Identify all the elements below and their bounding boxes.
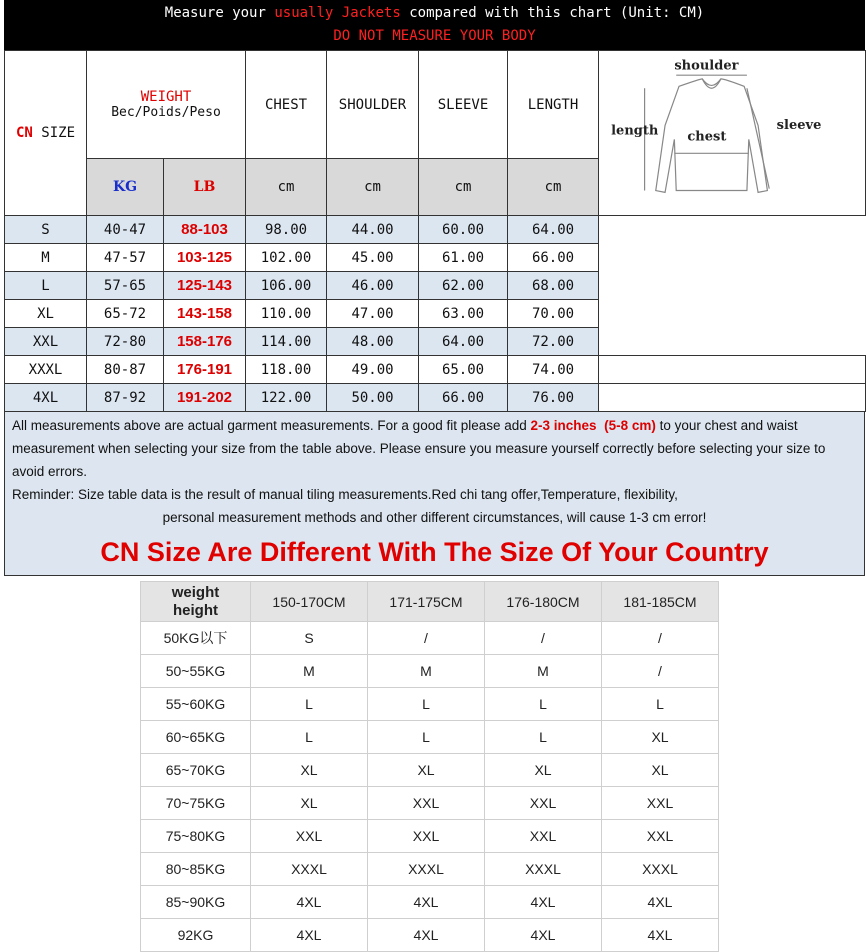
corner-header: weight height	[141, 582, 251, 622]
cell-kg: 87-92	[87, 384, 164, 412]
size-cell: XXXL	[251, 853, 368, 886]
cell-size: 4XL	[5, 384, 87, 412]
height-header: 181-185CM	[602, 582, 719, 622]
cell-kg: 47-57	[87, 244, 164, 272]
cell-lb: 103-125	[164, 244, 246, 272]
cell-chest: 114.00	[246, 328, 327, 356]
size-row	[5, 328, 866, 356]
unit-cm: cm	[419, 159, 508, 216]
cell-lb: 125-143	[164, 272, 246, 300]
cell-chest: 110.00	[246, 300, 327, 328]
size-cell: 4XL	[251, 919, 368, 952]
cell-chest: 118.00	[246, 356, 327, 384]
recommend-row	[141, 787, 719, 820]
cell-chest: 102.00	[246, 244, 327, 272]
recommend-row	[141, 919, 719, 952]
size-cell: XXL	[602, 820, 719, 853]
banner-line-2: DO NOT MEASURE YOUR BODY	[333, 28, 536, 44]
size-cell: M	[485, 655, 602, 688]
cell-kg: 72-80	[87, 328, 164, 356]
cell-kg: 40-47	[87, 216, 164, 244]
length-header: LENGTH	[508, 51, 599, 159]
size-row	[5, 244, 866, 272]
size-table	[4, 50, 866, 412]
recommend-row	[141, 853, 719, 886]
size-row	[5, 300, 866, 328]
size-cell: L	[368, 688, 485, 721]
cell-length: 76.00	[508, 384, 599, 412]
weight-cell: 92KG	[141, 919, 251, 952]
cell-sleeve: 60.00	[419, 216, 508, 244]
cell-length: 72.00	[508, 328, 599, 356]
size-cell: 4XL	[485, 919, 602, 952]
size-cell: L	[368, 721, 485, 754]
size-cell: L	[485, 688, 602, 721]
size-cell: /	[485, 622, 602, 655]
unit-cm: cm	[246, 159, 327, 216]
cell-shoulder: 49.00	[327, 356, 419, 384]
cell-sleeve: 66.00	[419, 384, 508, 412]
recommend-row	[141, 688, 719, 721]
garment-diagram	[599, 51, 866, 216]
cell-sleeve: 61.00	[419, 244, 508, 272]
cell-shoulder: 50.00	[327, 384, 419, 412]
sleeve-header: SLEEVE	[419, 51, 508, 159]
size-cell: L	[251, 688, 368, 721]
label-chest: chest	[686, 129, 726, 145]
size-cell: XL	[485, 754, 602, 787]
reminder-line-1: Reminder: Size table data is the result of manual tiling measurements.Red chi tang offer,Temperature, flexibility,	[12, 487, 678, 502]
height-header: 150-170CM	[251, 582, 368, 622]
size-cell: 4XL	[602, 919, 719, 952]
weight-header: WEIGHT Вес/Poids/Peso	[87, 51, 246, 159]
cell-size: M	[5, 244, 87, 272]
size-cell: 4XL	[368, 886, 485, 919]
weight-cell: 65~70KG	[141, 754, 251, 787]
size-cell: 4XL	[368, 919, 485, 952]
banner-line-1: Measure your usually Jackets compared with this chart (Unit: CM)	[164, 5, 705, 21]
size-cell: XXL	[485, 820, 602, 853]
size-cell: L	[251, 721, 368, 754]
cell-chest: 106.00	[246, 272, 327, 300]
weight-cell: 75~80KG	[141, 820, 251, 853]
cell-size: XXXL	[5, 356, 87, 384]
weight-cell: 55~60KG	[141, 688, 251, 721]
size-row	[5, 272, 866, 300]
empty-cell	[599, 356, 866, 384]
size-cell: XL	[251, 787, 368, 820]
fit-advice: All measurements above are actual garment measurements. For a good fit please add 2-3 inches (5-8 cm) to your chest and waist measurement when selecting your size from the table above. Please ensure you measure yourself correctly before selecting your size to avoid errors.	[12, 418, 826, 479]
size-cell: XXL	[485, 787, 602, 820]
cell-sleeve: 62.00	[419, 272, 508, 300]
weight-cell: 50KG以下	[141, 622, 251, 655]
cell-shoulder: 48.00	[327, 328, 419, 356]
cell-length: 66.00	[508, 244, 599, 272]
size-cell: /	[602, 622, 719, 655]
recommend-row	[141, 820, 719, 853]
recommend-row	[141, 655, 719, 688]
cell-shoulder: 47.00	[327, 300, 419, 328]
reminder-line-2: personal measurement methods and other different circumstances, will cause 1-3 cm error!	[162, 510, 707, 525]
cell-size: S	[5, 216, 87, 244]
empty-cell	[599, 384, 866, 412]
cell-length: 64.00	[508, 216, 599, 244]
cell-kg: 65-72	[87, 300, 164, 328]
size-cell: XXL	[602, 787, 719, 820]
chart-banner	[4, 0, 865, 50]
size-cell: M	[368, 655, 485, 688]
cell-lb: 143-158	[164, 300, 246, 328]
size-recommendation-table	[140, 581, 719, 952]
size-cell: L	[485, 721, 602, 754]
size-cell: S	[251, 622, 368, 655]
unit-cm: cm	[327, 159, 419, 216]
shoulder-header: SHOULDER	[327, 51, 419, 159]
size-cell: M	[251, 655, 368, 688]
label-shoulder: shoulder	[673, 58, 739, 74]
size-cell: XXL	[368, 787, 485, 820]
cell-lb: 158-176	[164, 328, 246, 356]
size-cell: XXL	[251, 820, 368, 853]
kg-header: KG	[87, 159, 164, 216]
cell-lb: 88-103	[164, 216, 246, 244]
cell-length: 70.00	[508, 300, 599, 328]
size-cell: XL	[368, 754, 485, 787]
cell-sleeve: 63.00	[419, 300, 508, 328]
size-cell: 4XL	[485, 886, 602, 919]
cn-size-warning: CN Size Are Different With The Size Of Your Country	[100, 537, 769, 567]
size-cell: XXXL	[368, 853, 485, 886]
size-row	[5, 384, 866, 412]
weight-cell: 50~55KG	[141, 655, 251, 688]
size-cell: L	[602, 688, 719, 721]
size-cell: 4XL	[602, 886, 719, 919]
size-cell: XL	[602, 754, 719, 787]
jacket-sketch-icon	[600, 51, 865, 211]
weight-cell: 60~65KG	[141, 721, 251, 754]
cell-kg: 80-87	[87, 356, 164, 384]
notes-box	[4, 412, 865, 576]
cell-size: XL	[5, 300, 87, 328]
cell-size: L	[5, 272, 87, 300]
size-cell: XXXL	[602, 853, 719, 886]
cell-size: XXL	[5, 328, 87, 356]
label-sleeve: sleeve	[776, 118, 821, 134]
weight-cell: 70~75KG	[141, 787, 251, 820]
size-header: CN SIZE	[5, 51, 87, 216]
recommend-row	[141, 886, 719, 919]
cell-shoulder: 44.00	[327, 216, 419, 244]
cell-lb: 191-202	[164, 384, 246, 412]
size-cell: XXXL	[485, 853, 602, 886]
chest-header: CHEST	[246, 51, 327, 159]
cell-chest: 98.00	[246, 216, 327, 244]
height-header: 171-175CM	[368, 582, 485, 622]
cell-kg: 57-65	[87, 272, 164, 300]
size-cell: /	[602, 655, 719, 688]
cell-length: 68.00	[508, 272, 599, 300]
size-row	[5, 356, 866, 384]
cell-chest: 122.00	[246, 384, 327, 412]
label-length: length	[610, 123, 658, 139]
height-header: 176-180CM	[485, 582, 602, 622]
size-cell: XL	[602, 721, 719, 754]
size-cell: /	[368, 622, 485, 655]
size-cell: XXL	[368, 820, 485, 853]
recommend-row	[141, 754, 719, 787]
weight-cell: 80~85KG	[141, 853, 251, 886]
lb-header: LB	[164, 159, 246, 216]
recommend-row	[141, 721, 719, 754]
weight-cell: 85~90KG	[141, 886, 251, 919]
cell-sleeve: 64.00	[419, 328, 508, 356]
cell-lb: 176-191	[164, 356, 246, 384]
size-row	[5, 216, 866, 244]
size-cell: XL	[251, 754, 368, 787]
cell-sleeve: 65.00	[419, 356, 508, 384]
cell-shoulder: 45.00	[327, 244, 419, 272]
cell-shoulder: 46.00	[327, 272, 419, 300]
cell-length: 74.00	[508, 356, 599, 384]
size-cell: 4XL	[251, 886, 368, 919]
unit-cm: cm	[508, 159, 599, 216]
recommend-row	[141, 622, 719, 655]
